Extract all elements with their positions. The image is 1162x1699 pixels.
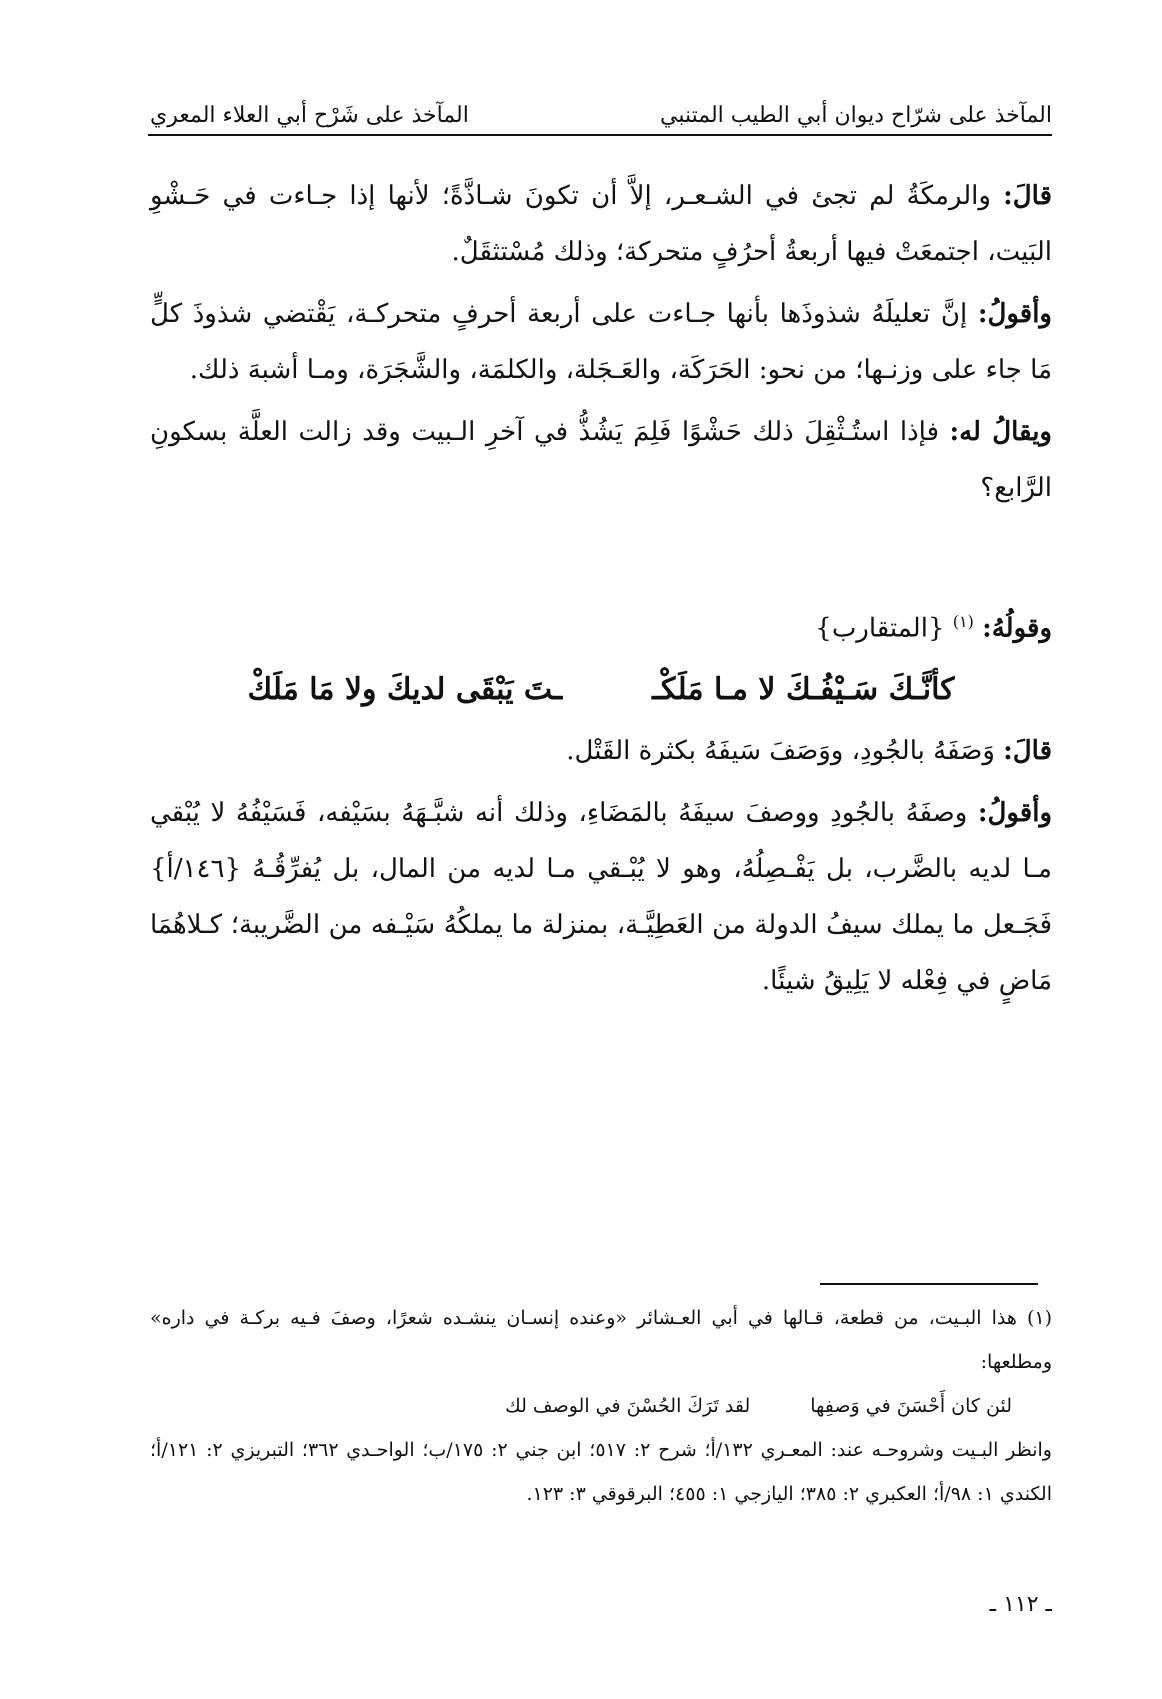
paragraph-text: إنَّ تعليلَهُ شذوذَها بأنها جـاءت على أربعة أحرفٍ متحركـة، يَقْتضي شذوذَ كلٍّ مَا جاء على وزنـها؛ من نحو: الحَرَكَة، والعَـجَلة، والكلمَة، والشَّجَرَة، ومـا أشبهَ ذلك. [150, 299, 1052, 385]
speaker-label: قالَ: [1003, 181, 1052, 211]
paragraph-text: والرمكَةُ لم تجئ في الشـعـر، إلاَّ أن تكونَ شـاذَّةً؛ لأنها إذا جـاءت في حَـشْوِ البَيت، اجتمعَتْ فيها أربعةُ أحرُفٍ متحركة؛ وذلك مُسْتثقَلٌ. [150, 181, 1052, 267]
meter-name: {المتقارب} [815, 613, 945, 644]
footnote-1-verse [150, 1384, 1052, 1428]
main-text [150, 168, 1052, 1009]
footnotes [150, 1296, 1052, 1516]
speaker-label: ويقالُ له: [949, 417, 1052, 447]
header-right-title: المآخذ على شرّاح ديوان أبي الطيب المتنبي [660, 103, 1052, 128]
speaker-label: وأقولُ: [977, 797, 1053, 828]
speaker-label: وأقولُ: [977, 299, 1052, 329]
footnote-verse-second-hemistich: لقد تَرَكَ الحُسْنَ في الوصف لك [505, 1395, 751, 1417]
footnote-ref: (١) [952, 612, 974, 631]
paragraph-text: وَصَفَهُ بالجُودِ، ووَصَفَ سَيفَهُ بكثرة القَتْل. [566, 735, 995, 766]
paragraph-qala-2 [150, 723, 1052, 779]
header-left-title: المآخذ على شَرْح أبي العلاء المعري [150, 103, 469, 128]
paragraph-aqulu-1 [150, 286, 1052, 398]
poem-verse [150, 661, 1052, 719]
speaker-label: قالَ: [1003, 735, 1052, 766]
verse-intro-label: وقولُهُ: [982, 613, 1052, 644]
verse-second-hemistich: ـتَ يَبْقَى لديكَ ولا مَا مَلَكْ [247, 671, 563, 707]
header-divider [148, 134, 1052, 136]
paragraph-aqulu-2 [150, 785, 1052, 1009]
page-number: ـ ١١٢ ـ [989, 1592, 1052, 1617]
verse-first-hemistich: كأنَّـكَ سَـيْفُـكَ لا مـا مَلَكْـ [652, 671, 955, 707]
footnote-1-references: وانظر البـيت وشروحـه عند: المعـري ١٣٢/أ؛ شرح ٢: ٥١٧؛ ابن جني ٢: ١٧٥/ب؛ الواحـدي ٣٦٢؛ التبريزي ٢: ١٢١/أ؛ الكندي ١: ٩٨/أ؛ العكبري ٢: ٣٨٥؛ اليازجي ١: ٤٥٥؛ البرقوقي ٣: ١٢٣. [150, 1439, 1052, 1505]
paragraph-text: فإذا استُـثْقِلَ ذلك حَشْوًا فَلِمَ يَشُذُّ في آخرِ الـبيت وقد زالت العلَّة بسكونِ الرَّابع؟ [150, 417, 1052, 503]
footnote-verse-first-hemistich: لئن كان أَحْسَنَ في وَصفِها [810, 1395, 1012, 1417]
running-header [150, 88, 1052, 128]
paragraph-text: وصفَهُ بالجُودِ ووصفَ سيفَهُ بالمَضَاءِ، وذلك أنه شبَّـهَهُ بسَيْفه، فَسَيْفُهُ لا يُبْقي مـا لديه بالضَّرب، بل يَفْـصِلُهُ، وهو لا يُبْـقي مـا لديه من المال، بل يُفرِّقُـهُ {١٤٦/أ} فَجَـعل ما يملك سيفُ الدولة من العَطِيَّـة، بمنزلة ما يملكُهُ سَيْـفه من الضَّريبة؛ كـلاهُمَا مَاضٍ في فِعْله لا يَلِيقُ شيئًا. [150, 797, 1052, 996]
verse-intro [150, 594, 1052, 657]
section-spacer [150, 516, 1052, 594]
paragraph-qala-1 [150, 168, 1052, 280]
footnote-1-intro: (١) هذا البـيت، من قطعة، قـالها في أبي العـشائر «وعنده إنسـان ينشـده شعرًا، وصفَ فـيه بركـة في داره» ومطلعها: [150, 1307, 1052, 1373]
footnote-divider [820, 1283, 1038, 1285]
paragraph-yuqalu [150, 404, 1052, 516]
